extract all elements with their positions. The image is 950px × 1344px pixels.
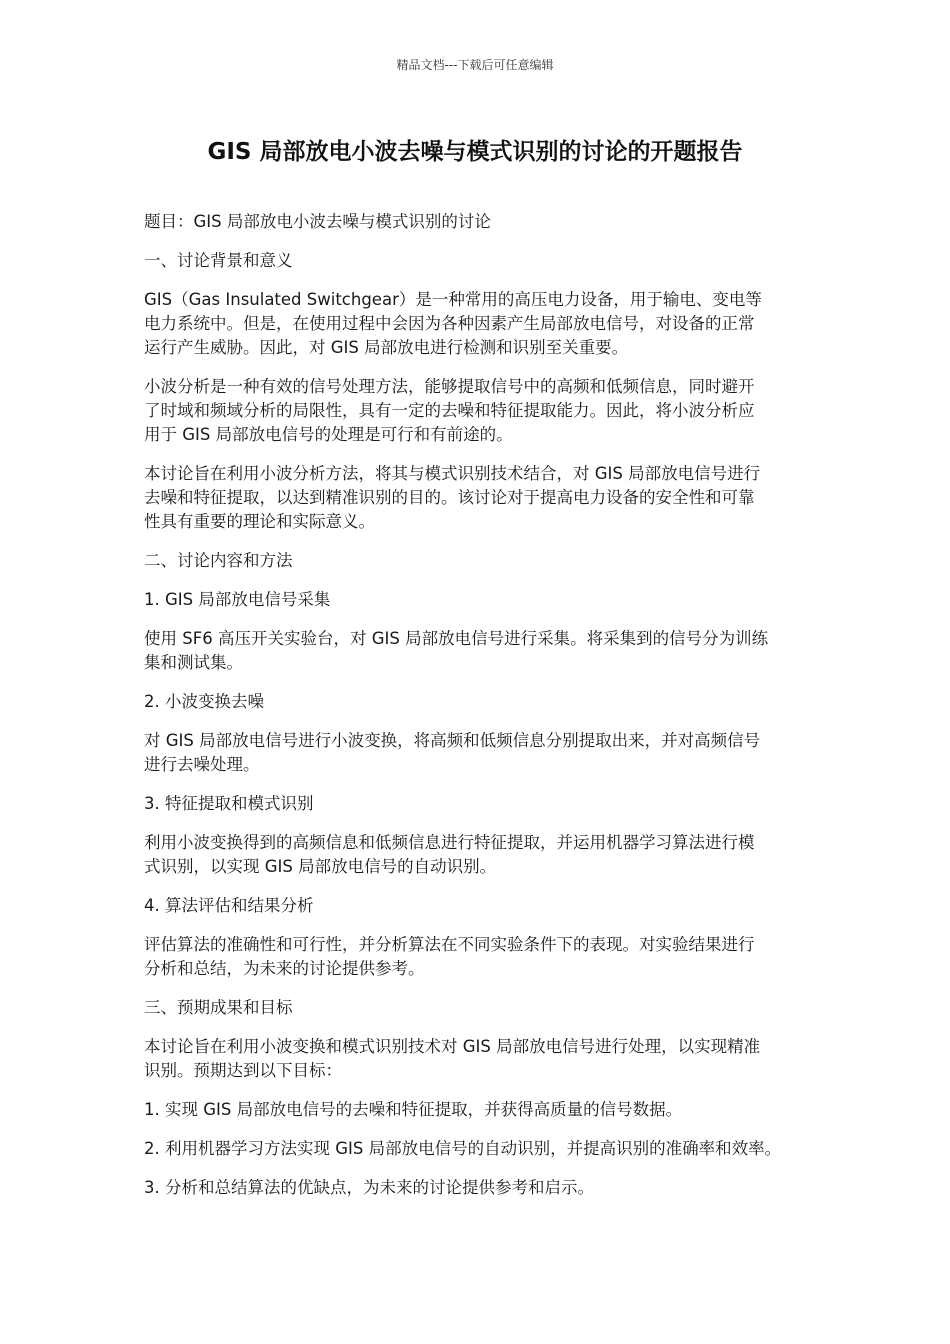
paragraph (144, 249, 824, 273)
text-line: 本讨论旨在利用小波变换和模式识别技术对 GIS 局部放电信号进行处理，以实现精准 (144, 1037, 761, 1056)
text-line: 电力系统中。但是，在使用过程中会因为各种因素产生局部放电信号，对设备的正常 (144, 314, 755, 333)
paragraph (144, 210, 824, 234)
paragraph (144, 729, 824, 777)
text-line: 进行去噪处理。 (144, 755, 260, 774)
text-line: 性具有重要的理论和实际意义。 (144, 512, 375, 531)
paragraph (144, 996, 824, 1020)
text-line: 本讨论旨在利用小波分析方法，将其与模式识别技术结合，对 GIS 局部放电信号进行 (144, 464, 761, 483)
text-line: 1. 实现 GIS 局部放电信号的去噪和特征提取，并获得高质量的信号数据。 (144, 1100, 683, 1119)
paragraph (144, 792, 824, 816)
text-line: GIS（Gas Insulated Switchgear）是一种常用的高压电力设备，用于输电、变电等 (144, 290, 762, 309)
paragraph (144, 375, 824, 447)
header-note: 精品文档---下载后可任意编辑 (396, 58, 554, 72)
document-title: GIS 局部放电小波去噪与模式识别的讨论的开题报告 (207, 139, 743, 165)
text-line: 识别。预期达到以下目标： (144, 1061, 342, 1080)
text-line: 4. 算法评估和结果分析 (144, 896, 314, 915)
text-line: 运行产生威胁。因此，对 GIS 局部放电进行检测和识别至关重要。 (144, 338, 629, 357)
text-line: 集和测试集。 (144, 653, 243, 672)
text-line: 使用 SF6 高压开关实验台，对 GIS 局部放电信号进行采集。将采集到的信号分为训练 (144, 629, 769, 648)
text-line: 2. 小波变换去噪 (144, 692, 264, 711)
text-line: 去噪和特征提取，以达到精准识别的目的。该讨论对于提高电力设备的安全性和可靠 (144, 488, 755, 507)
text-line: 了时域和频域分析的局限性，具有一定的去噪和特征提取能力。因此，将小波分析应 (144, 401, 755, 420)
paragraph (144, 831, 824, 879)
text-line: 题目：GIS 局部放电小波去噪与模式识别的讨论 (144, 212, 491, 231)
document-body (144, 210, 824, 1215)
paragraph (144, 288, 824, 360)
text-line: 评估算法的准确性和可行性，并分析算法在不同实验条件下的表现。对实验结果进行 (144, 935, 755, 954)
paragraph (144, 627, 824, 675)
text-line: 二、讨论内容和方法 (144, 551, 293, 570)
paragraph (144, 690, 824, 714)
text-line: 1. GIS 局部放电信号采集 (144, 590, 331, 609)
text-line: 对 GIS 局部放电信号进行小波变换，将高频和低频信息分别提取出来，并对高频信号 (144, 731, 761, 750)
text-line: 一、讨论背景和意义 (144, 251, 293, 270)
paragraph (144, 588, 824, 612)
paragraph (144, 462, 824, 534)
text-line: 三、预期成果和目标 (144, 998, 293, 1017)
text-line: 利用小波变换得到的高频信息和低频信息进行特征提取，并运用机器学习算法进行模 (144, 833, 755, 852)
text-line: 小波分析是一种有效的信号处理方法，能够提取信号中的高频和低频信息，同时避开 (144, 377, 755, 396)
paragraph (144, 1035, 824, 1083)
paragraph (144, 1176, 824, 1200)
text-line: 3. 特征提取和模式识别 (144, 794, 314, 813)
paragraph (144, 1137, 824, 1161)
text-line: 用于 GIS 局部放电信号的处理是可行和有前途的。 (144, 425, 513, 444)
paragraph (144, 549, 824, 573)
paragraph (144, 894, 824, 918)
text-line: 分析和总结，为未来的讨论提供参考。 (144, 959, 425, 978)
text-line: 式识别，以实现 GIS 局部放电信号的自动识别。 (144, 857, 497, 876)
paragraph (144, 1098, 824, 1122)
text-line: 2. 利用机器学习方法实现 GIS 局部放电信号的自动识别，并提高识别的准确率和效率。 (144, 1139, 782, 1158)
paragraph (144, 933, 824, 981)
text-line: 3. 分析和总结算法的优缺点，为未来的讨论提供参考和启示。 (144, 1178, 594, 1197)
